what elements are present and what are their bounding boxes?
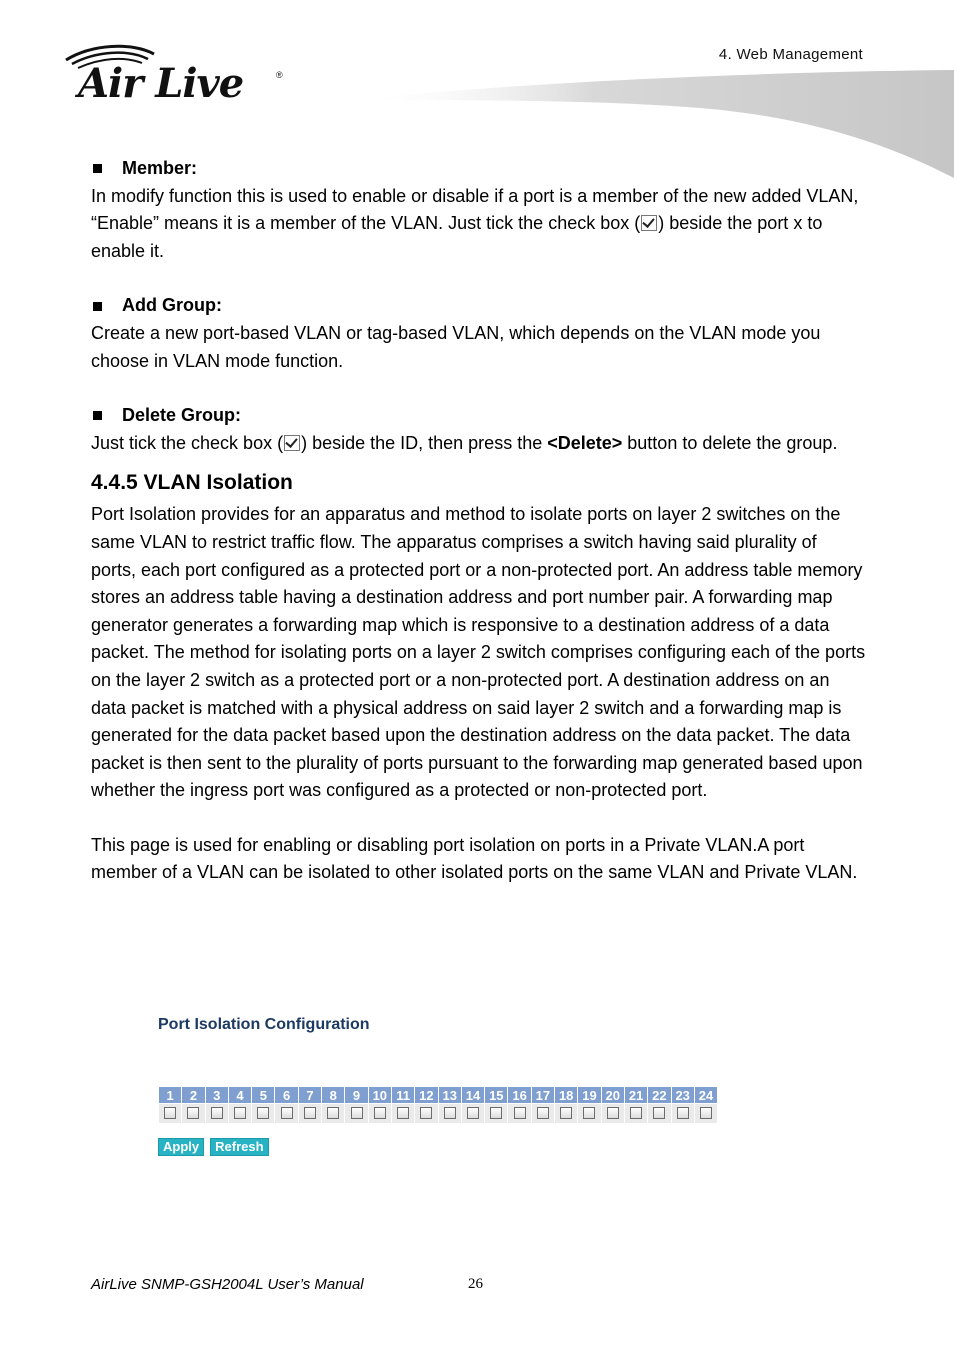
port-checkbox-cell — [648, 1104, 671, 1124]
chapter-label: 4. Web Management — [718, 46, 863, 63]
bullet-square-icon — [93, 302, 102, 311]
port-header-cell: 5 — [252, 1087, 275, 1104]
footer-manual-title: AirLive SNMP-GSH2004L User’s Manual — [91, 1276, 364, 1293]
port-isolation-checkbox[interactable] — [327, 1107, 339, 1119]
port-checkbox-cell — [345, 1104, 368, 1124]
port-isolation-checkbox[interactable] — [374, 1107, 386, 1119]
port-isolation-checkbox[interactable] — [351, 1107, 363, 1119]
refresh-button[interactable]: Refresh — [210, 1138, 268, 1156]
delete-text-middle: ) beside the ID, then press the — [301, 432, 548, 453]
port-isolation-checkbox[interactable] — [560, 1107, 572, 1119]
port-isolation-title: Port Isolation Configuration — [158, 1016, 370, 1033]
port-isolation-checkbox[interactable] — [490, 1107, 502, 1119]
port-header-cell: 22 — [648, 1087, 671, 1104]
delete-group-heading-text: Delete Group: — [122, 405, 242, 426]
port-header-cell: 20 — [601, 1087, 624, 1104]
port-header-cell: 2 — [182, 1087, 205, 1104]
member-heading-text: Member: — [122, 158, 198, 178]
port-checkbox-cell — [624, 1104, 647, 1124]
port-checkbox-row — [159, 1104, 718, 1124]
port-isolation-checkbox[interactable] — [234, 1107, 246, 1119]
port-isolation-checkbox[interactable] — [537, 1107, 549, 1119]
port-header-cell: 24 — [694, 1087, 717, 1104]
vlan-isolation-paragraph-2: This page is used for enabling or disabling port isolation on ports in a Private VLAN.A port member of a VLAN can be isolated to other isolated ports on the same VLAN and Private VLAN. — [91, 834, 858, 883]
port-header-cell: 13 — [438, 1087, 461, 1104]
port-isolation-checkbox[interactable] — [514, 1107, 526, 1119]
port-header-cell: 3 — [205, 1087, 228, 1104]
delete-text-after: button to delete the group. — [622, 432, 838, 453]
add-group-heading-text: Add Group: — [122, 295, 222, 316]
port-checkbox-cell — [485, 1104, 508, 1124]
port-header-cell: 1 — [159, 1087, 182, 1104]
port-checkbox-cell — [205, 1104, 228, 1124]
port-checkbox-cell — [252, 1104, 275, 1124]
port-checkbox-cell — [461, 1104, 484, 1124]
member-text-after: ) beside the port x to enable it. — [91, 213, 823, 261]
button-row — [158, 1138, 758, 1156]
port-header-cell: 19 — [578, 1087, 601, 1104]
port-header-cell: 11 — [391, 1087, 414, 1104]
delete-bold-text: <Delete> — [547, 432, 623, 453]
port-isolation-checkbox[interactable] — [304, 1107, 316, 1119]
port-header-cell: 6 — [275, 1087, 298, 1104]
port-header-cell: 15 — [485, 1087, 508, 1104]
port-checkbox-cell — [555, 1104, 578, 1124]
member-paragraph — [91, 183, 866, 266]
delete-group-paragraph — [91, 430, 866, 458]
member-heading — [91, 155, 866, 183]
port-isolation-checkbox[interactable] — [700, 1107, 712, 1119]
apply-button[interactable]: Apply — [158, 1138, 204, 1156]
page-number: 26 — [468, 1276, 483, 1292]
port-header-row — [159, 1087, 718, 1104]
port-isolation-checkbox[interactable] — [164, 1107, 176, 1119]
port-isolation-table — [158, 1086, 718, 1124]
section-title: 4.4.5 VLAN Isolation — [91, 471, 293, 495]
port-isolation-checkbox[interactable] — [187, 1107, 199, 1119]
member-text-before: In modify function this is used to enable or disable if a port is a member of the new added VLAN, “Enable” means it is a member of the VLAN. Just tick the check box ( — [91, 185, 859, 234]
port-header-cell: 8 — [322, 1087, 345, 1104]
port-header-cell: 12 — [415, 1087, 438, 1104]
port-isolation-checkbox[interactable] — [281, 1107, 293, 1119]
logo-registered-mark: ® — [276, 70, 283, 80]
port-header-cell: 10 — [368, 1087, 391, 1104]
port-header-cell: 18 — [555, 1087, 578, 1104]
port-checkbox-cell — [671, 1104, 694, 1124]
port-isolation-checkbox[interactable] — [211, 1107, 223, 1119]
port-isolation-checkbox[interactable] — [420, 1107, 432, 1119]
port-checkbox-cell — [415, 1104, 438, 1124]
port-checkbox-cell — [228, 1104, 251, 1124]
port-checkbox-cell — [298, 1104, 321, 1124]
port-checkbox-cell — [391, 1104, 414, 1124]
port-header-cell: 7 — [298, 1087, 321, 1104]
bullet-square-icon — [93, 164, 102, 173]
port-isolation-checkbox[interactable] — [257, 1107, 269, 1119]
port-checkbox-cell — [368, 1104, 391, 1124]
delete-text-before: Just tick the check box ( — [91, 432, 284, 453]
add-group-paragraph: Create a new port-based VLAN or tag-based VLAN, which depends on the VLAN mode you choose in VLAN mode function. — [91, 322, 821, 371]
port-isolation-checkbox[interactable] — [630, 1107, 642, 1119]
port-checkbox-cell — [438, 1104, 461, 1124]
port-checkbox-cell — [694, 1104, 717, 1124]
add-group-heading — [91, 292, 866, 320]
bullet-square-icon — [93, 411, 102, 420]
port-header-cell: 14 — [461, 1087, 484, 1104]
port-isolation-checkbox[interactable] — [583, 1107, 595, 1119]
port-isolation-checkbox[interactable] — [397, 1107, 409, 1119]
port-isolation-checkbox[interactable] — [467, 1107, 479, 1119]
document-body — [91, 155, 866, 887]
port-checkbox-cell — [508, 1104, 531, 1124]
port-checkbox-cell — [601, 1104, 624, 1124]
port-header-cell: 23 — [671, 1087, 694, 1104]
port-isolation-checkbox[interactable] — [607, 1107, 619, 1119]
port-header-cell: 9 — [345, 1087, 368, 1104]
port-isolation-checkbox[interactable] — [677, 1107, 689, 1119]
vlan-isolation-paragraph-1: Port Isolation provides for an apparatus and method to isolate ports on layer 2 switches on the same VLAN to restrict traffic flow. The apparatus comprises a switch having said plurality of ports, each port configured as a protected port or a non-protected port. An address table memory stores an address table having a destination address and port number pair. A forwarding map generator generates a forwarding map which is responsive to a destination address of a data packet. The method for isolating ports on a layer 2 switch comprises configuring each of the ports on the layer 2 switch as a protected port or a non-protected port. A destination address on an data packet is matched with a physical address on said layer 2 switch and a forwarding map is generated for the data packet based upon the destination address on the data packet. The data packet is then sent to the plurality of ports pursuant to the forwarding map generated based upon whether the ingress port was configured as a protected or non-protected port. — [91, 504, 866, 801]
port-isolation-screenshot — [158, 1016, 758, 1156]
airlive-logo — [62, 42, 292, 112]
port-isolation-checkbox[interactable] — [653, 1107, 665, 1119]
port-header-cell: 4 — [228, 1087, 251, 1104]
port-header-cell: 16 — [508, 1087, 531, 1104]
checked-checkbox-icon — [641, 215, 657, 231]
port-checkbox-cell — [322, 1104, 345, 1124]
logo-text: Air Live — [78, 60, 244, 107]
delete-group-heading — [91, 402, 866, 430]
port-checkbox-cell — [275, 1104, 298, 1124]
port-checkbox-cell — [531, 1104, 554, 1124]
port-header-cell: 21 — [624, 1087, 647, 1104]
port-header-cell: 17 — [531, 1087, 554, 1104]
checked-checkbox-icon — [284, 435, 300, 451]
port-checkbox-cell — [578, 1104, 601, 1124]
port-checkbox-cell — [159, 1104, 182, 1124]
port-isolation-checkbox[interactable] — [444, 1107, 456, 1119]
port-checkbox-cell — [182, 1104, 205, 1124]
